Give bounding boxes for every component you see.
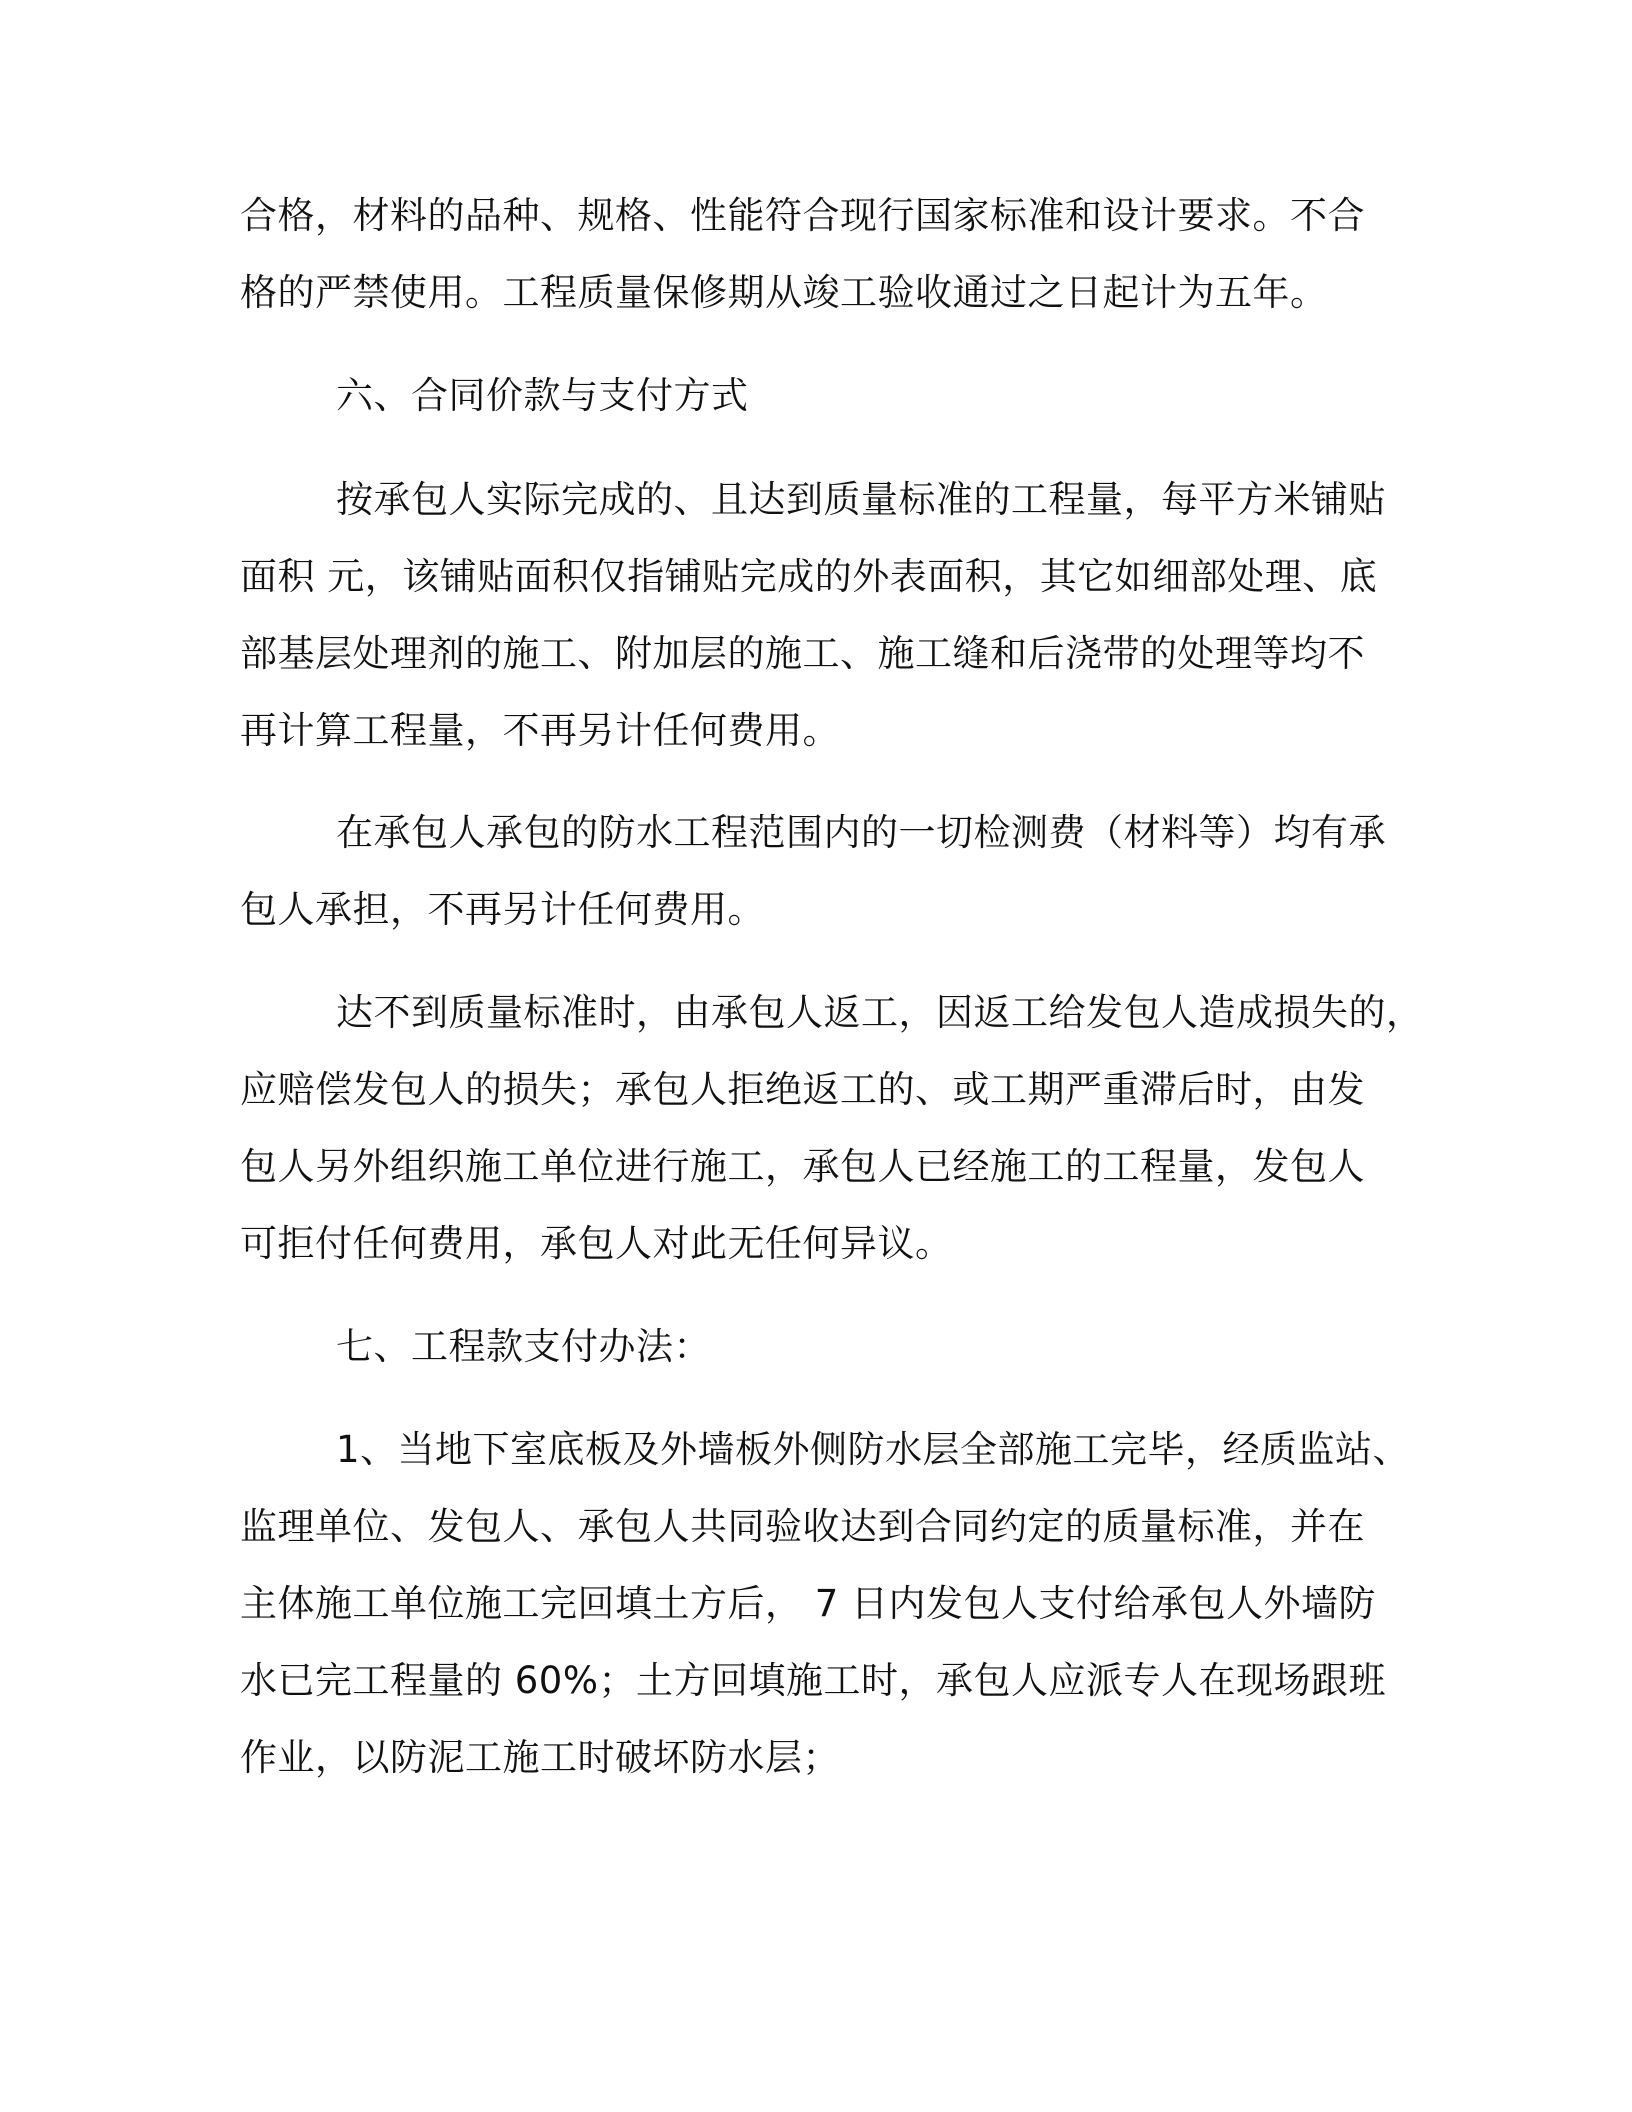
paragraph-payment-1-line-4: 水已完工程量的 60%；土方回填施工时，承包人应派专人在现场跟班 <box>240 1659 1386 1702</box>
paragraph-price-line-1: 按承包人实际完成的、且达到质量标准的工程量，每平方米铺贴 <box>336 478 1386 521</box>
paragraph-price-line-4: 再计算工程量，不再另计任何费用。 <box>240 709 840 752</box>
paragraph-payment-1-line-1: 1、当地下室底板及外墙板外侧防水层全部施工完毕，经质监站、 <box>336 1428 1411 1471</box>
paragraph-rework-line-1: 达不到质量标准时，由承包人返工，因返工给发包人造成损失的， <box>336 991 1424 1034</box>
paragraph-rework-line-2: 应赔偿发包人的损失；承包人拒绝返工的、或工期严重滞后时，由发 <box>240 1068 1365 1111</box>
paragraph-payment-1-line-3: 主体施工单位施工完回填土方后， 7 日内发包人支付给承包人外墙防 <box>240 1582 1377 1625</box>
paragraph-testing-line-2: 包人承担，不再另计任何费用。 <box>240 888 765 931</box>
paragraph-payment-1-line-2: 监理单位、发包人、承包人共同验收达到合同约定的质量标准，并在 <box>240 1505 1365 1548</box>
paragraph-payment-1-line-5: 作业，以防泥工施工时破坏防水层； <box>240 1736 840 1779</box>
paragraph-quality-line-2: 格的严禁使用。工程质量保修期从竣工验收通过之日起计为五年。 <box>240 271 1328 314</box>
paragraph-rework-line-4: 可拒付任何费用，承包人对此无任何异议。 <box>240 1222 953 1265</box>
paragraph-testing-line-1: 在承包人承包的防水工程范围内的一切检测费（材料等）均有承 <box>336 811 1386 854</box>
paragraph-price-line-3: 部基层处理剂的施工、附加层的施工、施工缝和后浇带的处理等均不 <box>240 632 1365 675</box>
paragraph-price-line-2: 面积 元，该铺贴面积仅指铺贴完成的外表面积，其它如细部处理、底 <box>240 555 1378 598</box>
section-heading-six: 六、合同价款与支付方式 <box>336 374 749 417</box>
section-heading-seven: 七、工程款支付办法： <box>336 1325 711 1368</box>
paragraph-rework-line-3: 包人另外组织施工单位进行施工，承包人已经施工的工程量，发包人 <box>240 1145 1365 1188</box>
paragraph-quality-line-1: 合格，材料的品种、规格、性能符合现行国家标准和设计要求。不合 <box>240 194 1365 237</box>
